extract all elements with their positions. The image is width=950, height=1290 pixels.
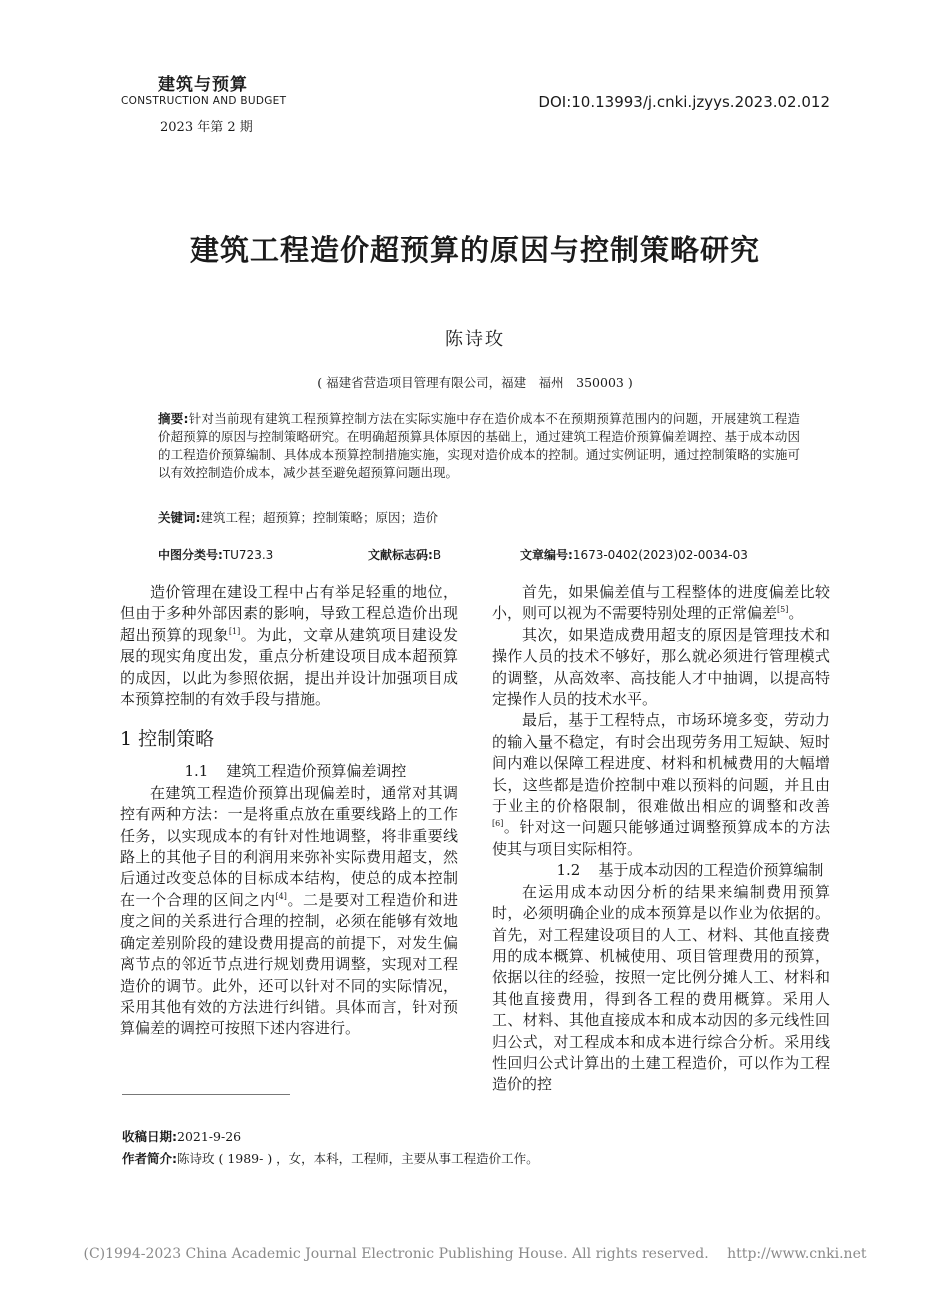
citation-ref[interactable]: [1] (228, 626, 241, 636)
received-label: 收稿日期: (122, 1129, 177, 1144)
journal-name-cn: 建筑与预算 (158, 75, 248, 95)
author-bio (122, 1149, 539, 1167)
section-1-2-paragraph: 在运用成本动因分析的结果来编制费用预算时，必须明确企业的成本预算是以作业为依据的。首先，对工程建设项目的人工、材料、其他直接费用的成本概算、机械使用、项目管理费用的预算，依据以往的经验，按照一定比例分摊人工、材料和其他直接费用，得到各工程的费用概算。采用人工、材料、其他直接成本和成本动因的多元线性回归公式，对工程成本和成本进行综合分析。采用线性回归公式计算出的土建工程造价，可以作为工程造价的控 (492, 882, 830, 1094)
abstract-text: 针对当前现有建筑工程预算控制方法在实际实施中存在造价成本不在预期预算范围内的问题，开展建筑工程造价超预算的原因与控制策略研究。在明确超预算具体原因的基础上，通过建筑工程造价预算偏差调控、基于成本动因的工程造价预算编制、具体成本预算控制措施实施，实现对造价成本的控制。通过实例证明，通过控制策略的实施可以有效控制造价成本，减少甚至避免超预算问题出现。 (158, 411, 800, 480)
bio-value: 陈诗玫 ( 1989- ) ，女，本科，工程师，主要从事工程造价工作。 (177, 1151, 539, 1166)
bio-label: 作者简介: (122, 1151, 177, 1166)
article-title: 建筑工程造价超预算的原因与控制策略研究 (189, 233, 760, 267)
article-number-label: 文章编号: (520, 548, 573, 562)
section-1-1-paragraph: 在建筑工程造价预算出现偏差时，通常对其调控有两种方法：一是将重点放在重要线路上的工作任务，以实现成本的有针对性地调整，将非重要线路上的其他子目的利润用来弥补实际费用超支，然后通过改变总体的目标成本结构，使总的成本控制在一个合理的区间之内[4]。二是要对工程造价和进度之间的关系进行合理的控制，必须在能够有效地确定差别阶段的建设费用提高的前提下，对发生偏离节点的邻近节点进行规划费用调整，实现对工程造价的调节。此外，还可以针对不同的实际情况，采用其他有效的方法进行纠错。具体而言，针对预算偏差的调控可按照下述内容进行。 (120, 783, 458, 1038)
issue-number: 2023 年第 2 期 (160, 120, 253, 135)
clc-label: 中图分类号: (158, 548, 223, 562)
keywords-text: 建筑工程；超预算；控制策略；原因；造价 (200, 510, 439, 525)
paragraph-first: 首先，如果偏差值与工程整体的进度偏差比较小，则可以视为不需要特别处理的正常偏差[5]。 (492, 583, 830, 623)
article-number (520, 546, 748, 563)
document-code (368, 546, 441, 563)
subsection-heading-1-1: 1.1 建筑工程造价预算偏差调控 (184, 762, 407, 781)
citation-ref[interactable]: [5] (777, 605, 789, 615)
received-date (122, 1127, 241, 1145)
author-affiliation: ( 福建省营造项目管理有限公司，福建 福州 350003 ) (317, 375, 633, 390)
keywords (158, 508, 438, 526)
clc-value: TU723.3 (222, 548, 274, 562)
abstract (158, 410, 800, 482)
citation-ref[interactable]: [6] (492, 819, 504, 829)
paragraph-second: 其次，如果造成费用超支的原因是管理技术和操作人员的技术不够好，那么就必须进行管理模式的调整，从高效率、高技能人才中抽调，以提高特定操作人员的技术水平。 (492, 625, 830, 709)
keywords-label: 关键词: (158, 510, 201, 525)
clc-number (158, 546, 273, 563)
body-right-column (492, 582, 830, 1096)
article-number-value: 1673-0402(2023)02-0034-03 (572, 548, 748, 562)
copyright-footer: (C)1994-2023 China Academic Journal Electronic Publishing House. All rights reserved. http://www.cnki.net (83, 1246, 867, 1262)
author-name: 陈诗玫 (445, 329, 505, 350)
received-value: 2021-9-26 (177, 1129, 242, 1144)
intro-paragraph: 造价管理在建设工程中占有举足轻重的地位，但由于多种外部因素的影响，导致工程总造价出现超出预算的现象[1]。为此，文章从建筑项目建设发展的现实角度出发，重点分析建设项目成本超预算的成因，以此为参照依据，提出并设计加强项目成本预算控制的有效手段与措施。 (120, 583, 458, 709)
footnote-divider (122, 1094, 290, 1095)
abstract-label: 摘要: (158, 411, 189, 426)
citation-ref[interactable]: [4] (275, 891, 287, 901)
doc-code-label: 文献标志码: (368, 548, 433, 562)
body-left-column (120, 582, 458, 1040)
section-heading-1: 1 控制策略 (120, 728, 215, 751)
journal-name-en: CONSTRUCTION AND BUDGET (121, 95, 287, 107)
doi-link[interactable]: DOI:10.13993/j.cnki.jzyys.2023.02.012 (538, 93, 830, 111)
subsection-heading-1-2: 1.2 基于成本动因的工程造价预算编制 (556, 861, 824, 880)
doc-code-value: B (432, 548, 442, 562)
paragraph-last: 最后，基于工程特点，市场环境多变，劳动力的输入量不稳定，有时会出现劳务用工短缺、短时间内难以保障工程进度、材料和机械费用的大幅增长，这些都是造价控制中难以预料的问题，并且由于业主的价格限制，很难做出相应的调整和改善[6]。针对这一问题只能够通过调整预算成本的方法使其与项目实际相符。 (492, 711, 830, 858)
